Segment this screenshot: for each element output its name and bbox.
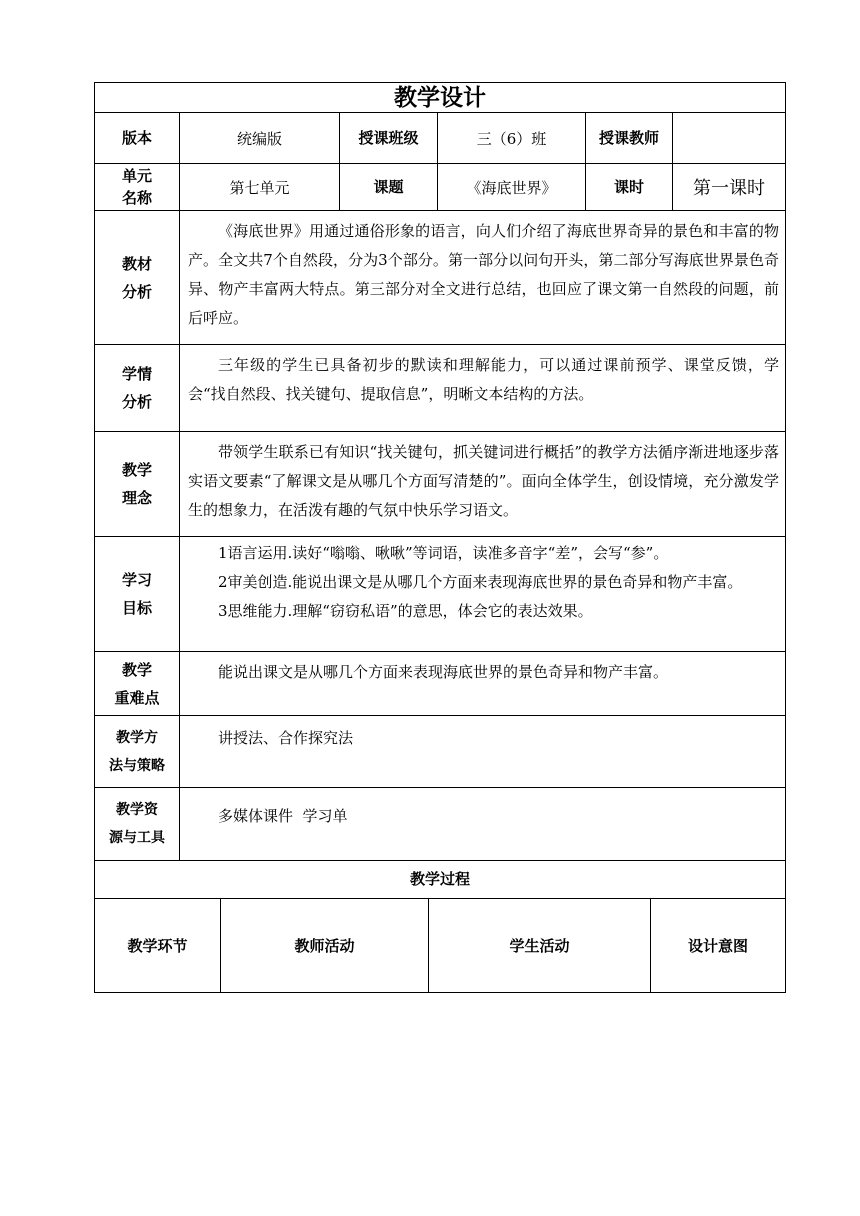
lesson-value: 《海底世界》 xyxy=(437,164,585,210)
teaching-concept-row xyxy=(94,432,786,537)
resources-label xyxy=(95,788,179,860)
goals-label-line-2: 目标 xyxy=(121,599,152,617)
title-row xyxy=(94,82,786,113)
period-label: 课时 xyxy=(585,164,672,210)
methods-text: 讲授法、合作探究法 xyxy=(218,729,354,747)
learner-analysis-row xyxy=(94,345,786,432)
teaching-concept-text: 带领学生联系已有知识“找关键句，抓关键词进行概括”的教学方法循序渐进地逐步落实语文要素“了解课文是从哪几个方面写清楚的”。面向全体学生，创设情境，充分激发学生的想象力，在活泼有趣的气氛中快乐学习语文。 xyxy=(188,443,779,519)
info-row-2 xyxy=(94,164,786,211)
concept-label-line-1: 教学 xyxy=(121,461,152,479)
methods-label-line-1: 教学方 xyxy=(116,729,158,746)
teacher-label: 授课教师 xyxy=(585,113,672,163)
lesson-plan-table xyxy=(94,82,786,993)
key-points-label xyxy=(95,652,179,715)
lesson-label: 课题 xyxy=(339,164,437,210)
key-points-label-line-1: 教学 xyxy=(121,660,152,679)
key-points-text: 能说出课文是从哪几个方面来表现海底世界的景色奇异和物产丰富。 xyxy=(218,663,669,681)
unit-label xyxy=(95,164,179,210)
learners-label-line-1: 学情 xyxy=(121,365,152,383)
methods-label-line-2: 法与策略 xyxy=(109,757,165,774)
learners-label-line-2: 分析 xyxy=(121,393,152,411)
material-label-line-2: 分析 xyxy=(121,282,152,301)
process-title-row xyxy=(94,861,786,899)
material-analysis-label xyxy=(95,211,179,344)
teaching-concept-label xyxy=(95,432,179,536)
key-points-row xyxy=(94,652,786,716)
learning-goal-item: 3思维能力.理解“窃窃私语”的意思，体会它的表达效果。 xyxy=(218,602,593,620)
period-value: 第一课时 xyxy=(672,164,785,210)
goals-label-line-1: 学习 xyxy=(121,571,152,589)
learner-analysis-content xyxy=(179,345,785,431)
teaching-concept-content xyxy=(179,432,785,536)
learner-analysis-label xyxy=(95,345,179,431)
learning-goals-label xyxy=(95,537,179,651)
document-title: 教学设计 xyxy=(394,85,486,111)
methods-label xyxy=(95,716,179,787)
methods-content xyxy=(179,716,785,787)
resources-label-line-2: 源与工具 xyxy=(109,830,165,846)
learning-goal-item: 2审美创造.能说出课文是从哪几个方面来表现海底世界的景色奇异和物产丰富。 xyxy=(218,573,743,591)
edition-value: 统编版 xyxy=(179,113,339,163)
process-col-stage: 教学环节 xyxy=(127,936,188,955)
resources-content xyxy=(179,788,785,860)
material-analysis-text: 《海底世界》用通过通俗形象的语言，向人们介绍了海底世界奇异的景色和丰富的物产。全文共7个自然段，分为3个部分。第一部分以问句开头，第二部分写海底世界景色奇异、物产丰富两大特点。第三部分对全文进行总结，也回应了课文第一自然段的问题，前后呼应。 xyxy=(188,222,779,327)
process-header-row xyxy=(94,899,786,993)
process-col-teacher: 教师活动 xyxy=(220,899,428,992)
class-value: 三（6）班 xyxy=(437,113,585,163)
concept-label-line-2: 理念 xyxy=(121,489,152,507)
material-analysis-row xyxy=(94,211,786,345)
process-col-intent: 设计意图 xyxy=(650,899,785,992)
learning-goal-item: 1语言运用.读好“嗡嗡、啾啾”等词语，读准多音字“差”，会写“参”。 xyxy=(218,544,669,562)
key-points-content xyxy=(179,652,785,715)
resources-row xyxy=(94,788,786,861)
process-title: 教学过程 xyxy=(409,870,470,888)
unit-label-line-1: 单元 xyxy=(121,167,152,185)
info-row-1 xyxy=(94,113,786,164)
unit-value: 第七单元 xyxy=(179,164,339,210)
teacher-value xyxy=(672,113,785,163)
edition-label: 版本 xyxy=(121,129,152,147)
resources-text: 多媒体课件 学习单 xyxy=(218,807,348,825)
material-analysis-content xyxy=(179,211,785,344)
unit-label-line-2: 名称 xyxy=(121,189,152,207)
process-col-student: 学生活动 xyxy=(428,899,650,992)
material-label-line-1: 教材 xyxy=(121,254,152,273)
methods-row xyxy=(94,716,786,788)
class-label: 授课班级 xyxy=(339,113,437,163)
learner-analysis-text: 三年级的学生已具备初步的默读和理解能力，可以通过课前预学、课堂反馈，学会“找自然段、找关键句、提取信息”，明晰文本结构的方法。 xyxy=(188,356,779,403)
key-points-label-line-2: 重难点 xyxy=(114,688,160,707)
resources-label-line-1: 教学资 xyxy=(116,802,158,818)
learning-goals-row xyxy=(94,537,786,652)
learning-goals-content xyxy=(179,537,785,651)
